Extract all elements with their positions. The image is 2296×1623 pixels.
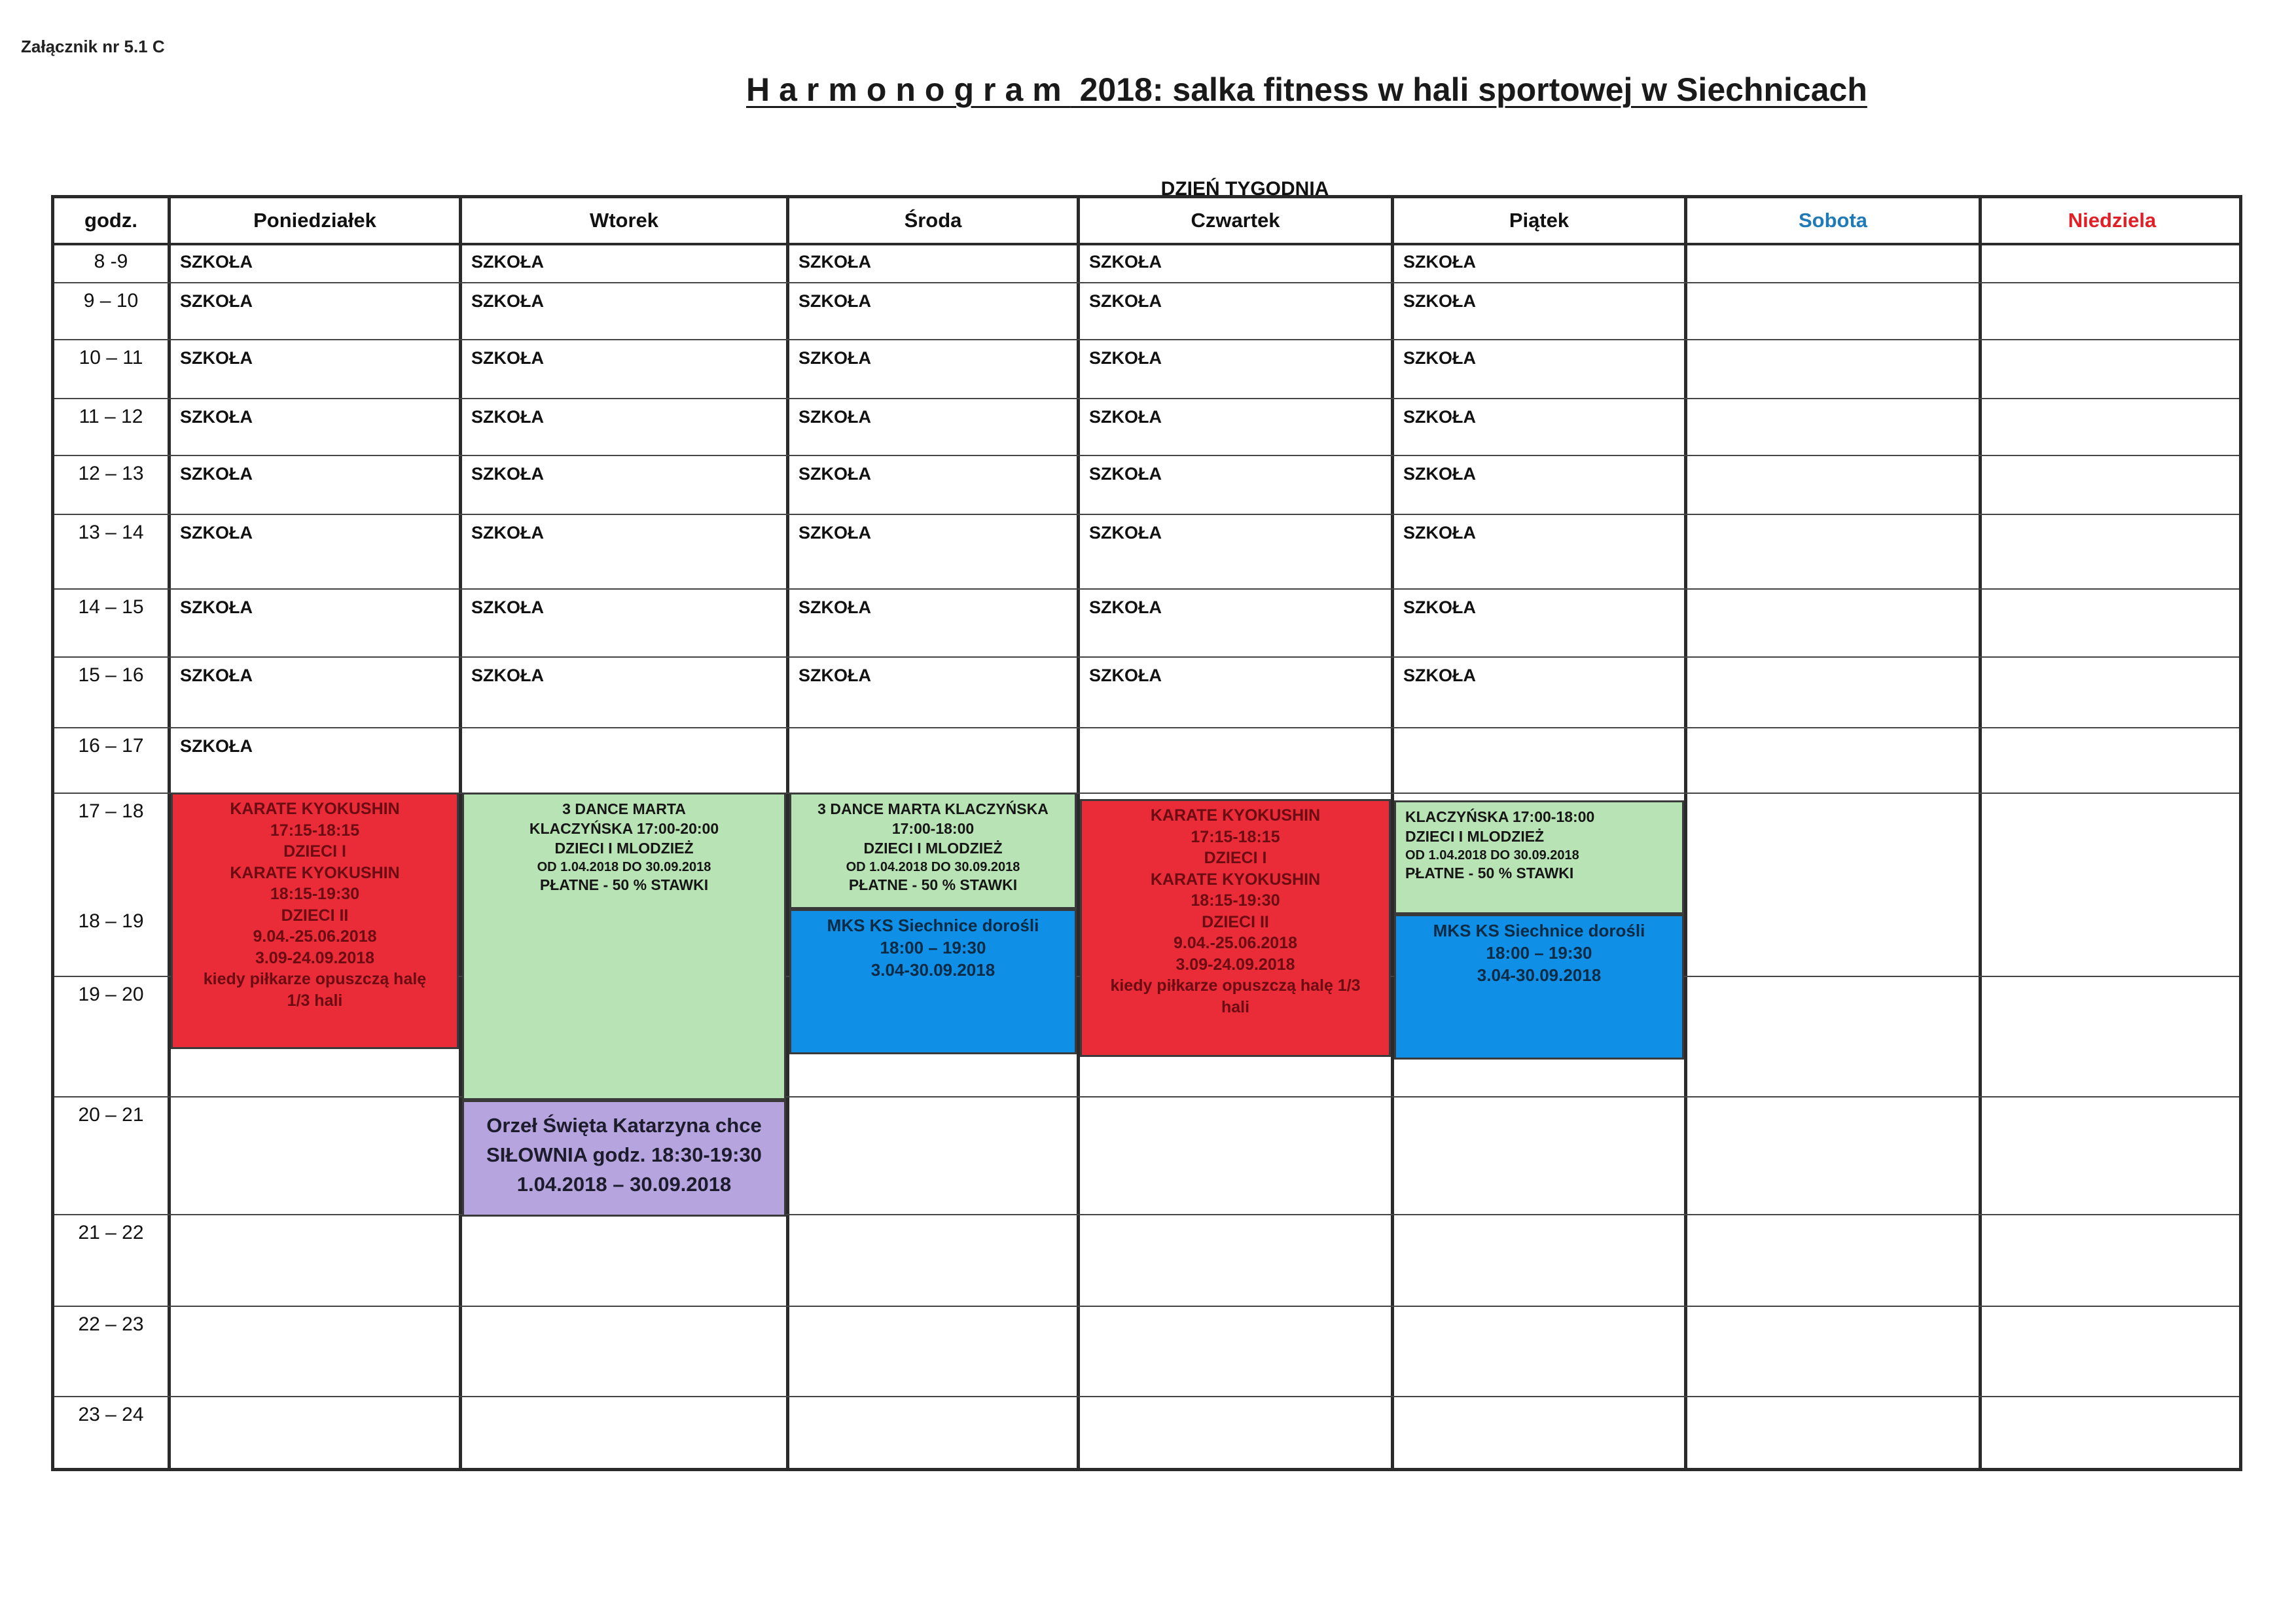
row-divider: [54, 339, 2239, 340]
school-cell: SZKOŁA: [798, 407, 871, 427]
day-header-tuesday: Wtorek: [589, 209, 659, 232]
block-line: 3.09-24.09.2018: [1175, 955, 1295, 974]
row-divider: [54, 588, 2239, 590]
block-line: Orzeł Święta Katarzyna chce: [486, 1114, 762, 1137]
block-line: 3 DANCE MARTA KLACZYŃSKA: [817, 800, 1049, 817]
block-line: DZIECI II: [1202, 912, 1269, 931]
school-cell: SZKOŁA: [180, 666, 253, 685]
school-cell: SZKOŁA: [798, 348, 871, 368]
block-line: 18:00 – 19:30: [880, 937, 986, 957]
block-line: KLACZYŃSKA 17:00-20:00: [529, 819, 719, 837]
hour-label: 12 – 13: [78, 463, 144, 484]
school-cell: SZKOŁA: [1089, 464, 1162, 484]
day-header-friday: Piątek: [1509, 209, 1570, 232]
block-line: KARATE KYOKUSHIN: [230, 863, 400, 882]
block-line: DZIECI I MLODZIEŻ: [863, 839, 1003, 857]
school-cell: SZKOŁA: [180, 597, 253, 617]
document-title: [746, 71, 1867, 109]
row-divider: [54, 1396, 2239, 1397]
dance-block-tuesday: [462, 793, 786, 1100]
hour-label: 20 – 21: [78, 1104, 144, 1126]
day-header-monday: Poniedziałek: [253, 209, 376, 232]
hour-label: 15 – 16: [78, 664, 144, 686]
school-cell: SZKOŁA: [180, 407, 253, 427]
dance-block-friday: [1394, 800, 1684, 914]
school-cell: SZKOŁA: [798, 252, 871, 272]
hour-label: 13 – 14: [78, 522, 144, 543]
column-divider: [1979, 198, 1982, 1468]
school-cell: SZKOŁA: [471, 348, 544, 368]
school-cell: SZKOŁA: [1089, 348, 1162, 368]
hour-label: 19 – 20: [78, 984, 144, 1005]
school-cell: SZKOŁA: [798, 666, 871, 685]
karate-block-monday: [171, 793, 459, 1049]
dance-block-wednesday: [789, 793, 1077, 909]
school-cell: SZKOŁA: [180, 464, 253, 484]
header-row-divider: [54, 243, 2239, 245]
school-cell: SZKOŁA: [1089, 252, 1162, 272]
school-cell: SZKOŁA: [1403, 291, 1476, 311]
column-divider: [1684, 198, 1687, 1468]
block-line: DZIECI I MLODZIEŻ: [554, 839, 694, 857]
block-line: SIŁOWNIA godz. 18:30-19:30: [486, 1143, 762, 1166]
title-harmonogram: Harmonogram: [746, 71, 1071, 108]
mks-block-friday: [1394, 914, 1684, 1060]
school-cell: SZKOŁA: [471, 252, 544, 272]
row-divider: [54, 656, 2239, 658]
block-line: DZIECI I: [283, 842, 346, 861]
block-line: 18:15-19:30: [270, 885, 360, 903]
school-cell: SZKOŁA: [798, 597, 871, 617]
hour-label: 8 -9: [94, 251, 128, 272]
row-divider: [54, 1096, 2239, 1097]
school-cell: SZKOŁA: [471, 464, 544, 484]
block-line: hali: [1221, 997, 1250, 1016]
block-line: OD 1.04.2018 DO 30.09.2018: [1405, 847, 1579, 863]
hour-label: 22 – 23: [78, 1313, 144, 1335]
block-line: MKS KS Siechnice dorośli: [1433, 921, 1645, 940]
block-line: kiedy piłkarze opuszczą halę 1/3: [1110, 976, 1361, 995]
school-cell: SZKOŁA: [180, 523, 253, 543]
block-line: 1.04.2018 – 30.09.2018: [516, 1172, 732, 1196]
school-cell: SZKOŁA: [1089, 407, 1162, 427]
school-cell: SZKOŁA: [1089, 666, 1162, 685]
school-cell: SZKOŁA: [1403, 252, 1476, 272]
hour-label: 17 – 18: [78, 800, 144, 822]
hour-label: 9 – 10: [83, 290, 139, 312]
day-header-saturday: Sobota: [1798, 209, 1868, 232]
karate-block-thursday: [1080, 799, 1391, 1057]
mks-block-wednesday: [789, 909, 1077, 1054]
title-rest: 2018: salka fitness w hali sportowej w Siechnicach: [1070, 71, 1867, 108]
grid-caption: DZIEŃ TYGODNIA: [1160, 178, 1329, 200]
hour-label: 21 – 22: [78, 1222, 144, 1243]
school-cell: SZKOŁA: [1403, 666, 1476, 685]
day-header-thursday: Czwartek: [1191, 209, 1280, 232]
school-cell: SZKOŁA: [798, 464, 871, 484]
row-divider: [54, 455, 2239, 456]
orzel-block-tuesday: [462, 1100, 786, 1217]
block-line: PŁATNE - 50 % STAWKI: [848, 876, 1018, 893]
block-line: 17:00-18:00: [891, 819, 975, 837]
school-cell: SZKOŁA: [180, 736, 253, 756]
block-line: KARATE KYOKUSHIN: [230, 800, 400, 818]
block-line: DZIECI II: [281, 906, 349, 925]
row-divider: [54, 514, 2239, 515]
school-cell: SZKOŁA: [471, 291, 544, 311]
block-line: KARATE KYOKUSHIN: [1150, 806, 1321, 825]
hour-label: 16 – 17: [78, 735, 144, 757]
block-line: 18:15-19:30: [1191, 891, 1280, 910]
block-line: OD 1.04.2018 DO 30.09.2018: [846, 859, 1020, 874]
schedule-table: [51, 195, 2242, 1471]
school-cell: SZKOŁA: [798, 523, 871, 543]
row-divider: [54, 1214, 2239, 1215]
school-cell: SZKOŁA: [471, 666, 544, 685]
hour-label: 23 – 24: [78, 1404, 144, 1425]
school-cell: SZKOŁA: [1089, 523, 1162, 543]
school-cell: SZKOŁA: [180, 252, 253, 272]
school-cell: SZKOŁA: [180, 348, 253, 368]
hour-label: 11 – 12: [79, 406, 143, 427]
block-line: PŁATNE - 50 % STAWKI: [539, 876, 709, 893]
block-line: KARATE KYOKUSHIN: [1150, 870, 1321, 889]
day-header-sunday: Niedziela: [2068, 209, 2157, 232]
school-cell: SZKOŁA: [1403, 597, 1476, 617]
row-divider: [54, 398, 2239, 399]
school-cell: SZKOŁA: [1403, 464, 1476, 484]
block-line: DZIECI I MLODZIEŻ: [1405, 827, 1545, 845]
block-line: 9.04.-25.06.2018: [253, 927, 377, 946]
block-line: kiedy piłkarze opuszczą halę: [203, 970, 427, 988]
school-cell: SZKOŁA: [1403, 523, 1476, 543]
school-cell: SZKOŁA: [1403, 348, 1476, 368]
school-cell: SZKOŁA: [471, 407, 544, 427]
school-cell: SZKOŁA: [1403, 407, 1476, 427]
block-line: 17:15-18:15: [270, 821, 360, 840]
block-line: PŁATNE - 50 % STAWKI: [1405, 864, 1574, 882]
block-line: KLACZYŃSKA 17:00-18:00: [1405, 808, 1595, 825]
block-line: 18:00 – 19:30: [1486, 942, 1592, 963]
block-line: 3.09-24.09.2018: [255, 948, 375, 967]
block-line: OD 1.04.2018 DO 30.09.2018: [537, 859, 711, 874]
school-cell: SZKOŁA: [471, 597, 544, 617]
school-cell: SZKOŁA: [1089, 291, 1162, 311]
block-line: 3.04-30.09.2018: [870, 959, 996, 980]
block-line: 3 DANCE MARTA: [562, 800, 686, 817]
block-line: 17:15-18:15: [1191, 827, 1280, 846]
row-divider: [54, 282, 2239, 283]
block-line: MKS KS Siechnice dorośli: [827, 916, 1039, 935]
hour-label: 10 – 11: [79, 347, 143, 368]
attachment-label: Załącznik nr 5.1 C: [21, 37, 165, 56]
hour-column-header: godz.: [84, 209, 137, 232]
hour-label: 14 – 15: [78, 596, 144, 618]
row-divider: [54, 727, 2239, 728]
block-line: 3.04-30.09.2018: [1477, 965, 1602, 985]
block-line: 1/3 hali: [287, 991, 343, 1010]
school-cell: SZKOŁA: [180, 291, 253, 311]
hour-label: 18 – 19: [78, 910, 144, 932]
day-header-wednesday: Środa: [904, 209, 962, 232]
school-cell: SZKOŁA: [798, 291, 871, 311]
block-line: 9.04.-25.06.2018: [1173, 934, 1298, 952]
row-divider: [54, 1306, 2239, 1307]
school-cell: SZKOŁA: [1089, 597, 1162, 617]
school-cell: SZKOŁA: [471, 523, 544, 543]
block-line: DZIECI I: [1204, 849, 1267, 867]
